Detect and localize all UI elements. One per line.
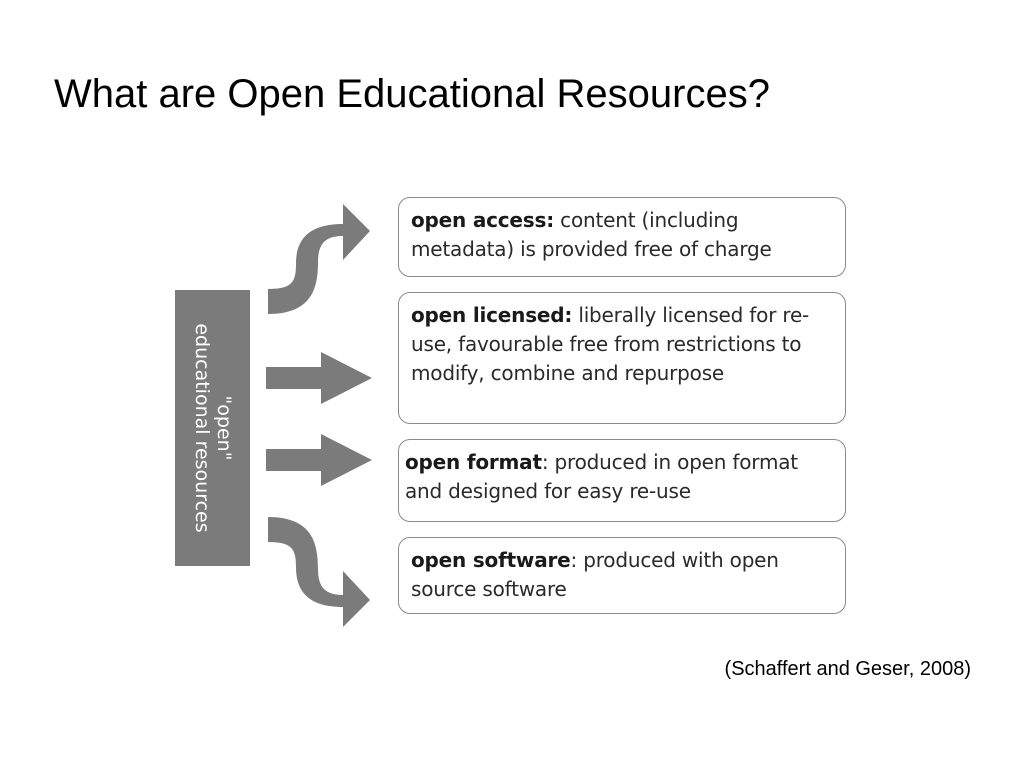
item-description: content (including metadata) is provided free of charge	[411, 208, 772, 261]
oer-source-label-line2: educational resources	[190, 323, 213, 533]
item-box-open-licensed	[398, 292, 846, 424]
oer-source-label-line1: "open"	[212, 395, 235, 461]
curved-arrow-down-icon	[268, 517, 370, 627]
item-box-open-software	[398, 537, 846, 614]
citation: (Schaffert and Geser, 2008)	[724, 658, 971, 680]
item-box-open-access	[398, 197, 846, 277]
slide-title: What are Open Educational Resources?	[54, 72, 770, 116]
item-description: : produced with open source software	[411, 548, 779, 601]
item-term: open format	[405, 450, 542, 474]
item-description: liberally licensed for re-use, favourable free from restrictions to modify, combine and repurpose	[411, 303, 810, 385]
straight-arrow-2-icon	[266, 434, 372, 486]
item-term: open access:	[411, 208, 555, 232]
straight-arrow-1-icon	[266, 352, 372, 404]
item-term: open software	[411, 548, 571, 572]
item-box-open-format	[398, 439, 846, 522]
item-description: : produced in open format and designed for easy re-use	[405, 450, 798, 503]
curved-arrow-up-icon	[268, 204, 370, 314]
item-term: open licensed:	[411, 303, 573, 327]
